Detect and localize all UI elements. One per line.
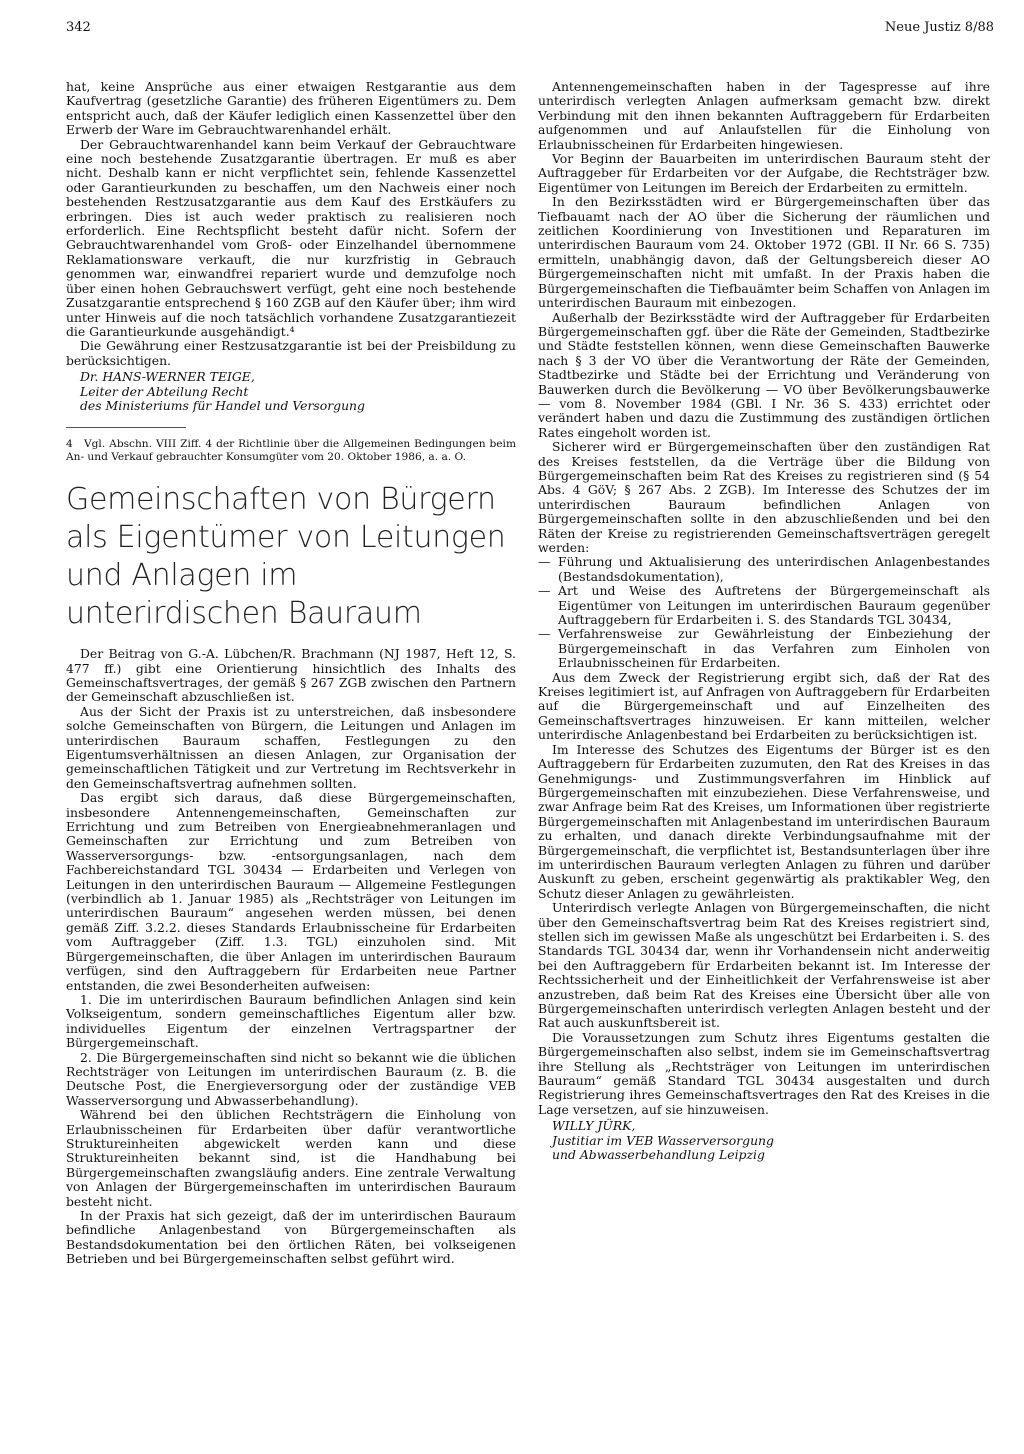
paragraph: Das ergibt sich daraus, daß diese Bürgergemeinschaften, insbesondere Antennengemeinschaften, Gemeinschaften zur Errichtung und zum Betreiben von Energieabnehmeranlagen und Gemeinschaften zur Errichtung und zum Betreiben von Wasserversorgungs- bzw. -entsorgungsanlagen, nach dem Fachbereichstandard TGL 30434 — Erdarbeiten und Verlegen von Leitungen in den unterirdischen Bauraum — Allgemeine Festlegungen (verbindlich ab 1. Januar 1985) als „Rechtsträger von Leitungen im unterirdischen Bauraum“ angesehen werden müssen, bei denen gemäß Ziff. 3.2.2. dieses Standards Erlaubnisscheine für Erdarbeiten vom Auftraggeber (Ziff. 1.3. TGL) einzuholen sind. Mit Bürgergemeinschaften, die über Anlagen im unterirdischen Bauraum verfügen, sind den Auftraggebern für Erdarbeiten neue Partner entstanden, die zwei Besonderheiten aufweisen: xyxy=(66,790,516,993)
list-item xyxy=(538,627,990,670)
paragraph: Der Gebrauchtwarenhandel kann beim Verkauf der Gebrauchtware eine noch bestehende Zusatzgarantie übertragen. Er muß es aber nicht. Deshalb kann er nicht verpflichtet sein, fehlende Kassenzettel oder Garantieurkunden zu beschaffen, um den Nachweis einer noch bestehenden Restzusatzgarantie aus dem Kauf des Erstkäufers zu erbringen. Dies ist auch weder praktisch zu realisieren noch erforderlich. Eine Rechtspflicht besteht dafür nicht. Sofern der Gebrauchtwarenhandel vom Groß- oder Einzelhandel übernommene Reklamationsware verkauft, die nur kurzfristig in Gebrauch genommen war, einwandfrei repariert wurde und demzufolge noch über einen hohen Gebrauchswert verfügt, geht eine noch bestehende Zusatzgarantie entsprechend § 160 ZGB auf den Käufer über; ihm wird unter Hinweis auf die noch tatsächlich vorhandene Zusatzgarantiezeit die Garantieurkunde ausgehändigt.⁴ xyxy=(66,136,516,339)
footnote-text: Vgl. Abschn. VIII Ziff. 4 der Richtlinie über die Allgemeinen Bedingungen beim An- und Verkauf gebrauchter Konsumgüter vom 20. Oktober 1986, a. a. O. xyxy=(66,438,516,463)
journal-issue: Neue Justiz 8/88 xyxy=(884,20,994,35)
author-name: WILLY JÜRK, xyxy=(552,1118,636,1134)
article-title: Gemeinschaften von Bürgern als Eigentümer von Leitungen und Anlagen im unterirdischen Bauraum xyxy=(66,482,506,632)
footnote xyxy=(66,438,516,463)
list-item-text: Führung und Aktualisierung des unterirdischen Anlagenbestandes (Bestandsdokumentation), xyxy=(558,554,990,584)
page-number: 342 xyxy=(66,20,91,35)
author-affiliation: und Abwasserbehandlung Leipzig xyxy=(552,1147,765,1163)
paragraph: hat, keine Ansprüche aus einer etwaigen Restgarantie aus dem Kaufvertrag (gesetzliche Garantie) des früheren Eigentümers zu. Dem entspricht auch, daß der Käufer lediglich einen Kassenzettel über den Erwerb der Ware im Gebrauchtwarenhandel erhält. xyxy=(66,79,516,138)
numbered-paragraph: 1. Die im unterirdischen Bauraum befindlichen Anlagen sind kein Volkseigentum, sondern gemeinschaftliches Eigentum aller bzw. individuelles Eigentum der einzelnen Vertragspartner der Bürgergemeinschaft. xyxy=(66,991,516,1051)
paragraph: In den Bezirksstädten wird er Bürgergemeinschaften über das Tiefbauamt nach der AO über die Sicherung der räumlichen und zeitlichen Koordinierung von Investitionen und Reparaturen im unterirdischen Bauraum vom 24. Oktober 1972 (GBl. II Nr. 66 S. 735) ermitteln, unabhängig davon, daß der Geltungsbereich dieser AO Bürgergemeinschaften nicht mit umfaßt. In der Praxis haben die Bürgergemeinschaften die Tiefbauämter beim Schaffen von Anlagen im unterirdischen Bauraum mit einbezogen. xyxy=(538,194,990,311)
dash-marker: — xyxy=(538,554,551,570)
paragraph: Aus der Sicht der Praxis ist zu unterstreichen, daß insbesondere solche Gemeinschaften von Bürgern, die Leitungen und Anlagen im unterirdischen Bauraum schaffen, Festlegungen zu den Eigentumsverhältnissen an diesen Anlagen, zur Organisation der gemeinschaftlichen Tätigkeit und zur Vertretung im Rechtsverkehr in den Gemeinschaftsvertrag aufnehmen sollten. xyxy=(66,703,516,791)
paragraph: Antennengemeinschaften haben in der Tagespresse auf ihre unterirdisch verlegten Anlagen aufmerksam gemacht bzw. direkt Verbindung mit den ihnen bekannten Auftraggebern für Erdarbeiten aufgenommen und auf Anlaufstellen für die Einholung von Erlaubnisscheinen für Erdarbeiten hingewiesen. xyxy=(538,79,990,152)
author-name: Dr. HANS-WERNER TEIGE, xyxy=(80,369,255,385)
list-item xyxy=(538,584,990,627)
footnote-divider xyxy=(66,427,186,428)
paragraph: Die Gewährung einer Restzusatzgarantie ist bei der Preisbildung zu berücksichtigen. xyxy=(66,338,516,368)
paragraph: Vor Beginn der Bauarbeiten im unterirdischen Bauraum steht der Auftraggeber für Erdarbeiten vor der Aufgabe, die Rechtsträger bzw. Eigentümer von Leitungen im Bereich der Erdarbeiten zu ermitteln. xyxy=(538,151,990,195)
paragraph: Aus dem Zweck der Registrierung ergibt sich, daß der Rat des Kreises legitimiert ist, auf Anfragen von Auftraggebern für Erdarbeiten auf die Bürgergemeinschaft und auf Einzelheiten des Gemeinschaftsvertrages hinzuweisen. Er kann mitteilen, welcher unterirdische Anlagenbestand bei Erdarbeiten zu berücksichtigen ist. xyxy=(538,669,990,743)
list-item-text: Art und Weise des Auftretens der Bürgergemeinschaft als Eigentümer von Leitungen im unterirdischen Bauraum gegenüber Auftraggebern für Erdarbeiten i. S. des Standards TGL 30434, xyxy=(558,583,990,628)
dash-marker: — xyxy=(538,583,551,599)
dash-marker: — xyxy=(538,626,551,642)
author-affiliation: des Ministeriums für Handel und Versorgung xyxy=(80,397,365,413)
list-item-text: Verfahrensweise zur Gewährleistung der Einbeziehung der Bürgergemeinschaft in das Verfahren zum Einholen von Erlaubnisscheinen für Erdarbeiten. xyxy=(558,626,990,671)
paragraph: Im Interesse des Schutzes des Eigentums der Bürger ist es den Auftraggebern für Erdarbeiten zuzumuten, den Rat des Kreises in das Genehmigungs- und Zustimmungsverfahren im Hinblick auf Bürgergemeinschaften mit einzubeziehen. Diese Verfahrensweise, und zwar Anfrage beim Rat des Kreises, um Informationen über registrierte Bürgergemeinschaften mit Anlagenbestand im unterirdischen Bauraum zu erhalten, und danach direkte Verbindungsaufnahme mit der Bürgergemeinschaft, die verpflichtet ist, Bestandsunterlagen über ihre im unterirdischen Bauraum verlegten Anlagen zu führen und darüber Auskunft zu geben, erscheint gegenwärtig als praktikabler Weg, den Schutz dieser Anlagen zu gewährleisten. xyxy=(538,741,990,901)
right-column xyxy=(538,80,990,1162)
footnote-mark: 4 xyxy=(66,438,73,451)
paragraph: Der Beitrag von G.-A. Lübchen/R. Brachmann (NJ 1987, Heft 12, S. 477 ff.) gibt eine Orientierung hinsichtlich des Inhalts des Gemeinschaftsvertrages, der gemäß § 267 ZGB zwischen den Partnern der Gemeinschaft abzuschließen ist. xyxy=(66,646,516,705)
author-title: Leiter der Abteilung Recht xyxy=(80,383,249,399)
left-column xyxy=(66,80,516,1267)
paragraph: Die Voraussetzungen zum Schutz ihres Eigentums gestalten die Bürgergemeinschaften also selbst, indem sie im Gemeinschaftsvertrag ihre Stellung als „Rechtsträger von Leitungen im unterirdischen Bauraum“ gemäß Standard TGL 30434 ausgestalten und durch Registrierung ihres Gemeinschaftsvertrages den Rat des Kreises in die Lage versetzen, auf sie hinzuweisen. xyxy=(538,1029,990,1117)
bullet-list xyxy=(538,555,990,670)
paragraph: Unterirdisch verlegte Anlagen von Bürgergemeinschaften, die nicht über den Gemeinschaftsvertrag beim Rat des Kreises registriert sind, stellen sich im gewissen Maße als ungeschützt bei Erdarbeiten i. S. des Standards TGL 30434 dar, wenn ihr Vorhandensein nicht anderweitig bei den Auftraggebern für Erdarbeiten bekannt ist. Im Interesse der Rechtssicherheit und der Einheitlichkeit der Verfahrensweise ist aber anzustreben, daß beim Rat des Kreises eine Übersicht über alle von Bürgergemeinschaften unterirdisch verlegten Anlagen besteht und der Rat auch auskunftsbereit ist. xyxy=(538,900,990,1031)
author-title: Justitiar im VEB Wasserversorgung xyxy=(552,1132,774,1148)
paragraph: Außerhalb der Bezirksstädte wird der Auftraggeber für Erdarbeiten Bürgergemeinschaften ggf. über die Räte der Gemeinden, Stadtbezirke und Städte feststellen können, wenn diese Gemeinschaften Bauwerke nach § 3 der VO über die Verantwortung der Räte der Gemeinden, Stadtbezirke und Städte bei der Errichtung und Veränderung von Bauwerken durch die Bevölkerung — VO über Bevölkerungsbauwerke — vom 8. November 1984 (GBl. I Nr. 36 S. 433) errichtet oder verändert haben und dazu die Zustimmung des zuständigen örtlichen Rates eingeholt worden ist. xyxy=(538,309,990,440)
paragraph: Sicherer wird er Bürgergemeinschaften über den zuständigen Rat des Kreises feststellen, da die Verträge über die Bildung von Bürgergemeinschaften beim Rat des Kreises zu registrieren sind (§ 54 Abs. 4 GöV; § 267 Abs. 2 ZGB). Im Interesse des Schutzes der im unterirdischen Bauraum befindlichen Anlagen von Bürgergemeinschaften sollte in den abzuschließenden und bei den Räten der Kreise zu registrierenden Gemeinschaftsverträgen geregelt werden: xyxy=(538,439,990,555)
numbered-paragraph: 2. Die Bürgergemeinschaften sind nicht so bekannt wie die üblichen Rechtsträger von Leitungen im unterirdischen Bauraum (z. B. die Deutsche Post, die Energieversorgung oder der zuständige VEB Wasserversorgung und Abwasserbehandlung). xyxy=(66,1049,516,1108)
paragraph: In der Praxis hat sich gezeigt, daß der im unterirdischen Bauraum befindliche Anlagenbestand von Bürgergemeinschaften als Bestandsdokumentation bei den örtlichen Räten, bei volkseigenen Betrieben und bei Bürgergemeinschaften selbst geführt wird. xyxy=(66,1208,516,1267)
paragraph: Während bei den üblichen Rechtsträgern die Einholung von Erlaubnisscheinen für Erdarbeiten über dafür verantwortliche Struktureinheiten abgewickelt werden kann und diese Struktureinheiten bekannt sind, ist die Handhabung bei Bürgergemeinschaften zwangsläufig anders. Eine zentrale Verwaltung von Anlagen der Bürgergemeinschaften im unterirdischen Bauraum besteht nicht. xyxy=(66,1107,516,1209)
page-header xyxy=(66,20,994,44)
list-item xyxy=(538,555,990,584)
